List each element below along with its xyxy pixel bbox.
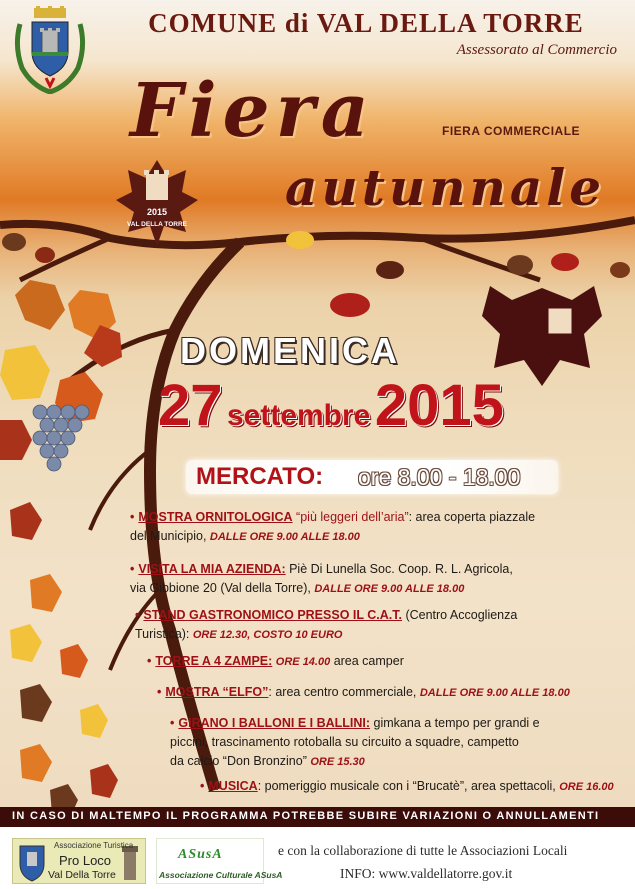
- event-text: piccini, trascinamento rotoballa su circuito a squadre, campetto: [170, 735, 519, 749]
- event-title: TORRE A 4 ZAMPE:: [155, 654, 273, 668]
- event-quote: “più leggeri dell’aria”: [296, 510, 409, 524]
- event-title: MOSTRA “ELFO”: [165, 685, 269, 699]
- event-text: : pomeriggio musicale con i “Brucatè”, area spettacoli,: [257, 779, 560, 793]
- event-hours: ORE 14.00: [275, 656, 331, 668]
- fiera-commerciale-tag: FIERA COMMERCIALE: [442, 124, 581, 138]
- event-hours: DALLE ORE 9.00 ALLE 18.00: [209, 531, 360, 543]
- info-link[interactable]: INFO: www.valdellatorre.gov.it: [340, 866, 513, 881]
- event-text: del Municipio,: [130, 529, 210, 543]
- mercato-hours: ore 8.00 - 18.00: [358, 464, 521, 490]
- asusa-logo: ASusA: [178, 847, 223, 862]
- bullet: •: [170, 716, 175, 730]
- event-item-ornitologica: [130, 508, 630, 547]
- logo-year: 2015: [146, 207, 168, 217]
- event-item-stand-gastronomico: [135, 606, 630, 645]
- event-text: area camper: [330, 654, 404, 668]
- event-text: Turistica):: [135, 627, 193, 641]
- mercato-label: MERCATO:: [196, 463, 324, 490]
- event-item-visita-azienda: [130, 560, 630, 599]
- asusa-name: Associazione Culturale ASusA: [159, 870, 283, 880]
- date-month: settembre: [226, 399, 371, 432]
- bullet: •: [130, 562, 135, 576]
- weekday-label: DOMENICA: [180, 330, 400, 371]
- tower-leaf-logo: [116, 160, 198, 246]
- proloco-name: Pro Loco: [59, 853, 112, 868]
- proloco-place: Val Della Torre: [48, 869, 116, 881]
- event-item-mostra-elfo: [157, 683, 632, 703]
- proloco-assoc-label: Associazione Turistica: [54, 841, 134, 850]
- event-hours: ORE 16.00: [559, 781, 614, 793]
- event-hours: ORE 15.30: [310, 756, 365, 768]
- event-title: VISITA LA MIA AZIENDA:: [138, 562, 286, 576]
- date-day: 27: [158, 373, 223, 438]
- event-text: (Centro Accoglienza: [401, 608, 518, 622]
- event-item-torre-zampe: [147, 652, 627, 672]
- event-item-musica: [200, 777, 632, 797]
- logo-place: VAL DELLA TORRE: [126, 221, 188, 228]
- bullet: •: [130, 510, 135, 524]
- event-date: [158, 372, 504, 439]
- bullet: •: [147, 654, 152, 668]
- fiera-subtitle: autunnale: [285, 158, 606, 217]
- proloco-crest-icon: [17, 842, 47, 882]
- event-title: GIRANO I BALLONI E I BALLINI:: [178, 716, 371, 730]
- coat-of-arms-icon: [12, 6, 88, 94]
- event-hours: DALLE ORE 9.00 ALLE 18.00: [419, 687, 570, 699]
- bullet: •: [135, 608, 140, 622]
- event-title: STAND GASTRONOMICO PRESSO IL C.A.T.: [143, 608, 402, 622]
- event-title: MUSICA: [208, 779, 258, 793]
- event-title: MOSTRA ORNITOLOGICA: [138, 510, 293, 524]
- event-text: : area centro commerciale,: [268, 685, 420, 699]
- event-text: da calcio “Don Bronzino”: [170, 754, 311, 768]
- event-hours: ORE 12.30, COSTO 10 EURO: [192, 629, 343, 641]
- event-item-balloni: [170, 714, 632, 772]
- event-text: via Gibbione 20 (Val della Torre),: [130, 581, 315, 595]
- assessorato-label: Assessorato al Commercio: [456, 42, 617, 58]
- date-year: 2015: [374, 373, 504, 438]
- bullet: •: [200, 779, 205, 793]
- comune-title: COMUNE di VAL DELLA TORRE: [148, 8, 584, 38]
- event-text: gimkana a tempo per grandi e: [370, 716, 540, 730]
- bullet: •: [157, 685, 162, 699]
- event-text: : area coperta piazzale: [408, 510, 536, 524]
- event-text: Piè Di Lunella Soc. Coop. R. L. Agricola,: [285, 562, 513, 576]
- fiera-title: Fiera: [130, 68, 375, 154]
- collaboration-text: e con la collaborazione di tutte le Associazioni Locali: [278, 843, 568, 858]
- event-hours: DALLE ORE 9.00 ALLE 18.00: [314, 583, 465, 595]
- weather-notice-text: IN CASO DI MALTEMPO IL PROGRAMMA POTREBBE SUBIRE VARIAZIONI O ANNULLAMENTI: [12, 810, 600, 822]
